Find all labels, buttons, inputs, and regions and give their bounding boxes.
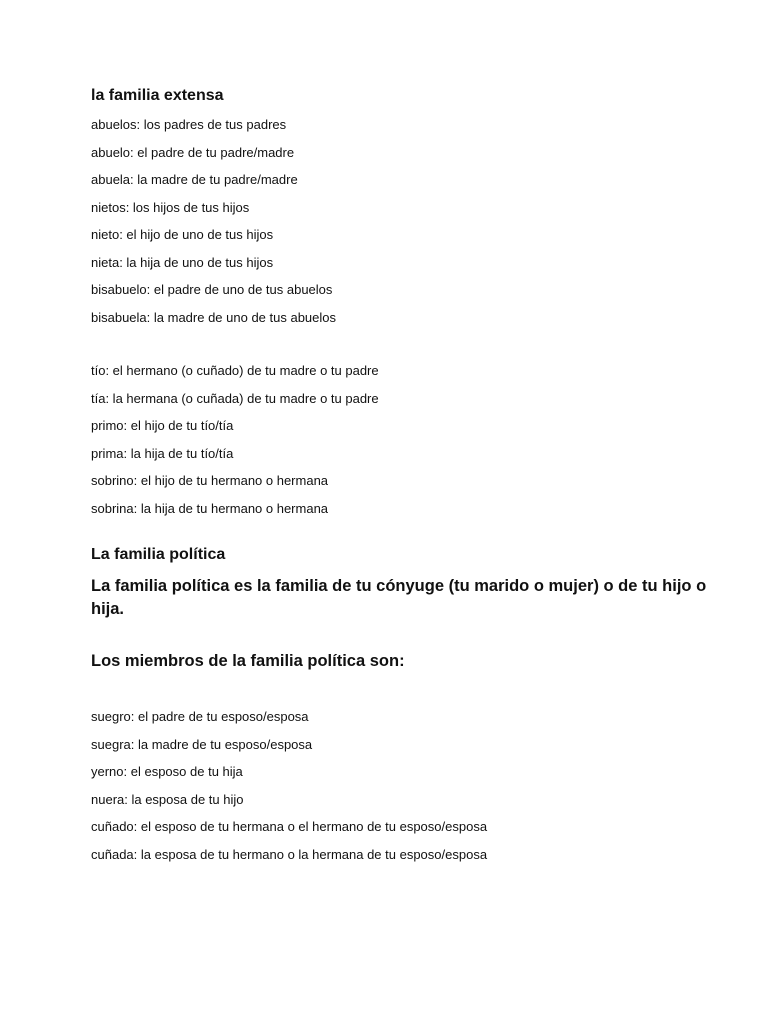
list-item: nietos: los hijos de tus hijos <box>91 199 250 215</box>
extended-family-heading: la familia extensa <box>91 87 224 104</box>
list-item: sobrina: la hija de tu hermano o hermana <box>91 500 329 516</box>
document-content <box>91 86 711 874</box>
list-item: bisabuelo: el padre de uno de tus abuelos <box>91 282 333 297</box>
list-item: abuelo: el padre de tu padre/madre <box>91 144 295 160</box>
list-item: tío: el hermano (o cuñado) de tu madre o tu padre <box>91 363 379 378</box>
list-item: suegro: el padre de tu esposo/esposa <box>91 709 309 724</box>
list-item: prima: la hija de tu tío/tía <box>91 445 234 461</box>
list-item: cuñado: el esposo de tu hermana o el hermano de tu esposo/esposa <box>91 819 488 834</box>
political-family-heading: La familia política <box>91 546 226 563</box>
political-family-definition: La familia política es la familia de tu cónyuge (tu marido o mujer) o de tu hijo o hija. <box>91 577 707 618</box>
paragraph-spacer <box>91 337 711 363</box>
list-item: sobrino: el hijo de tu hermano o hermana <box>91 473 329 488</box>
list-item: nieto: el hijo de uno de tus hijos <box>91 227 274 242</box>
list-item: nieta: la hija de uno de tus hijos <box>91 254 274 270</box>
list-item: suegra: la madre de tu esposo/esposa <box>91 736 313 752</box>
list-item: primo: el hijo de tu tío/tía <box>91 418 234 433</box>
list-item: yerno: el esposo de tu hija <box>91 764 243 779</box>
list-item: tía: la hermana (o cuñada) de tu madre o tu padre <box>91 390 379 406</box>
paragraph-spacer <box>91 528 711 545</box>
list-item: abuela: la madre de tu padre/madre <box>91 172 298 187</box>
political-family-members-heading: Los miembros de la familia política son: <box>91 652 405 670</box>
list-item: bisabuela: la madre de uno de tus abuelos <box>91 309 337 325</box>
list-item: nuera: la esposa de tu hijo <box>91 791 244 807</box>
list-item: cuñada: la esposa de tu hermano o la hermana de tu esposo/esposa <box>91 846 488 862</box>
list-item: abuelos: los padres de tus padres <box>91 117 287 132</box>
